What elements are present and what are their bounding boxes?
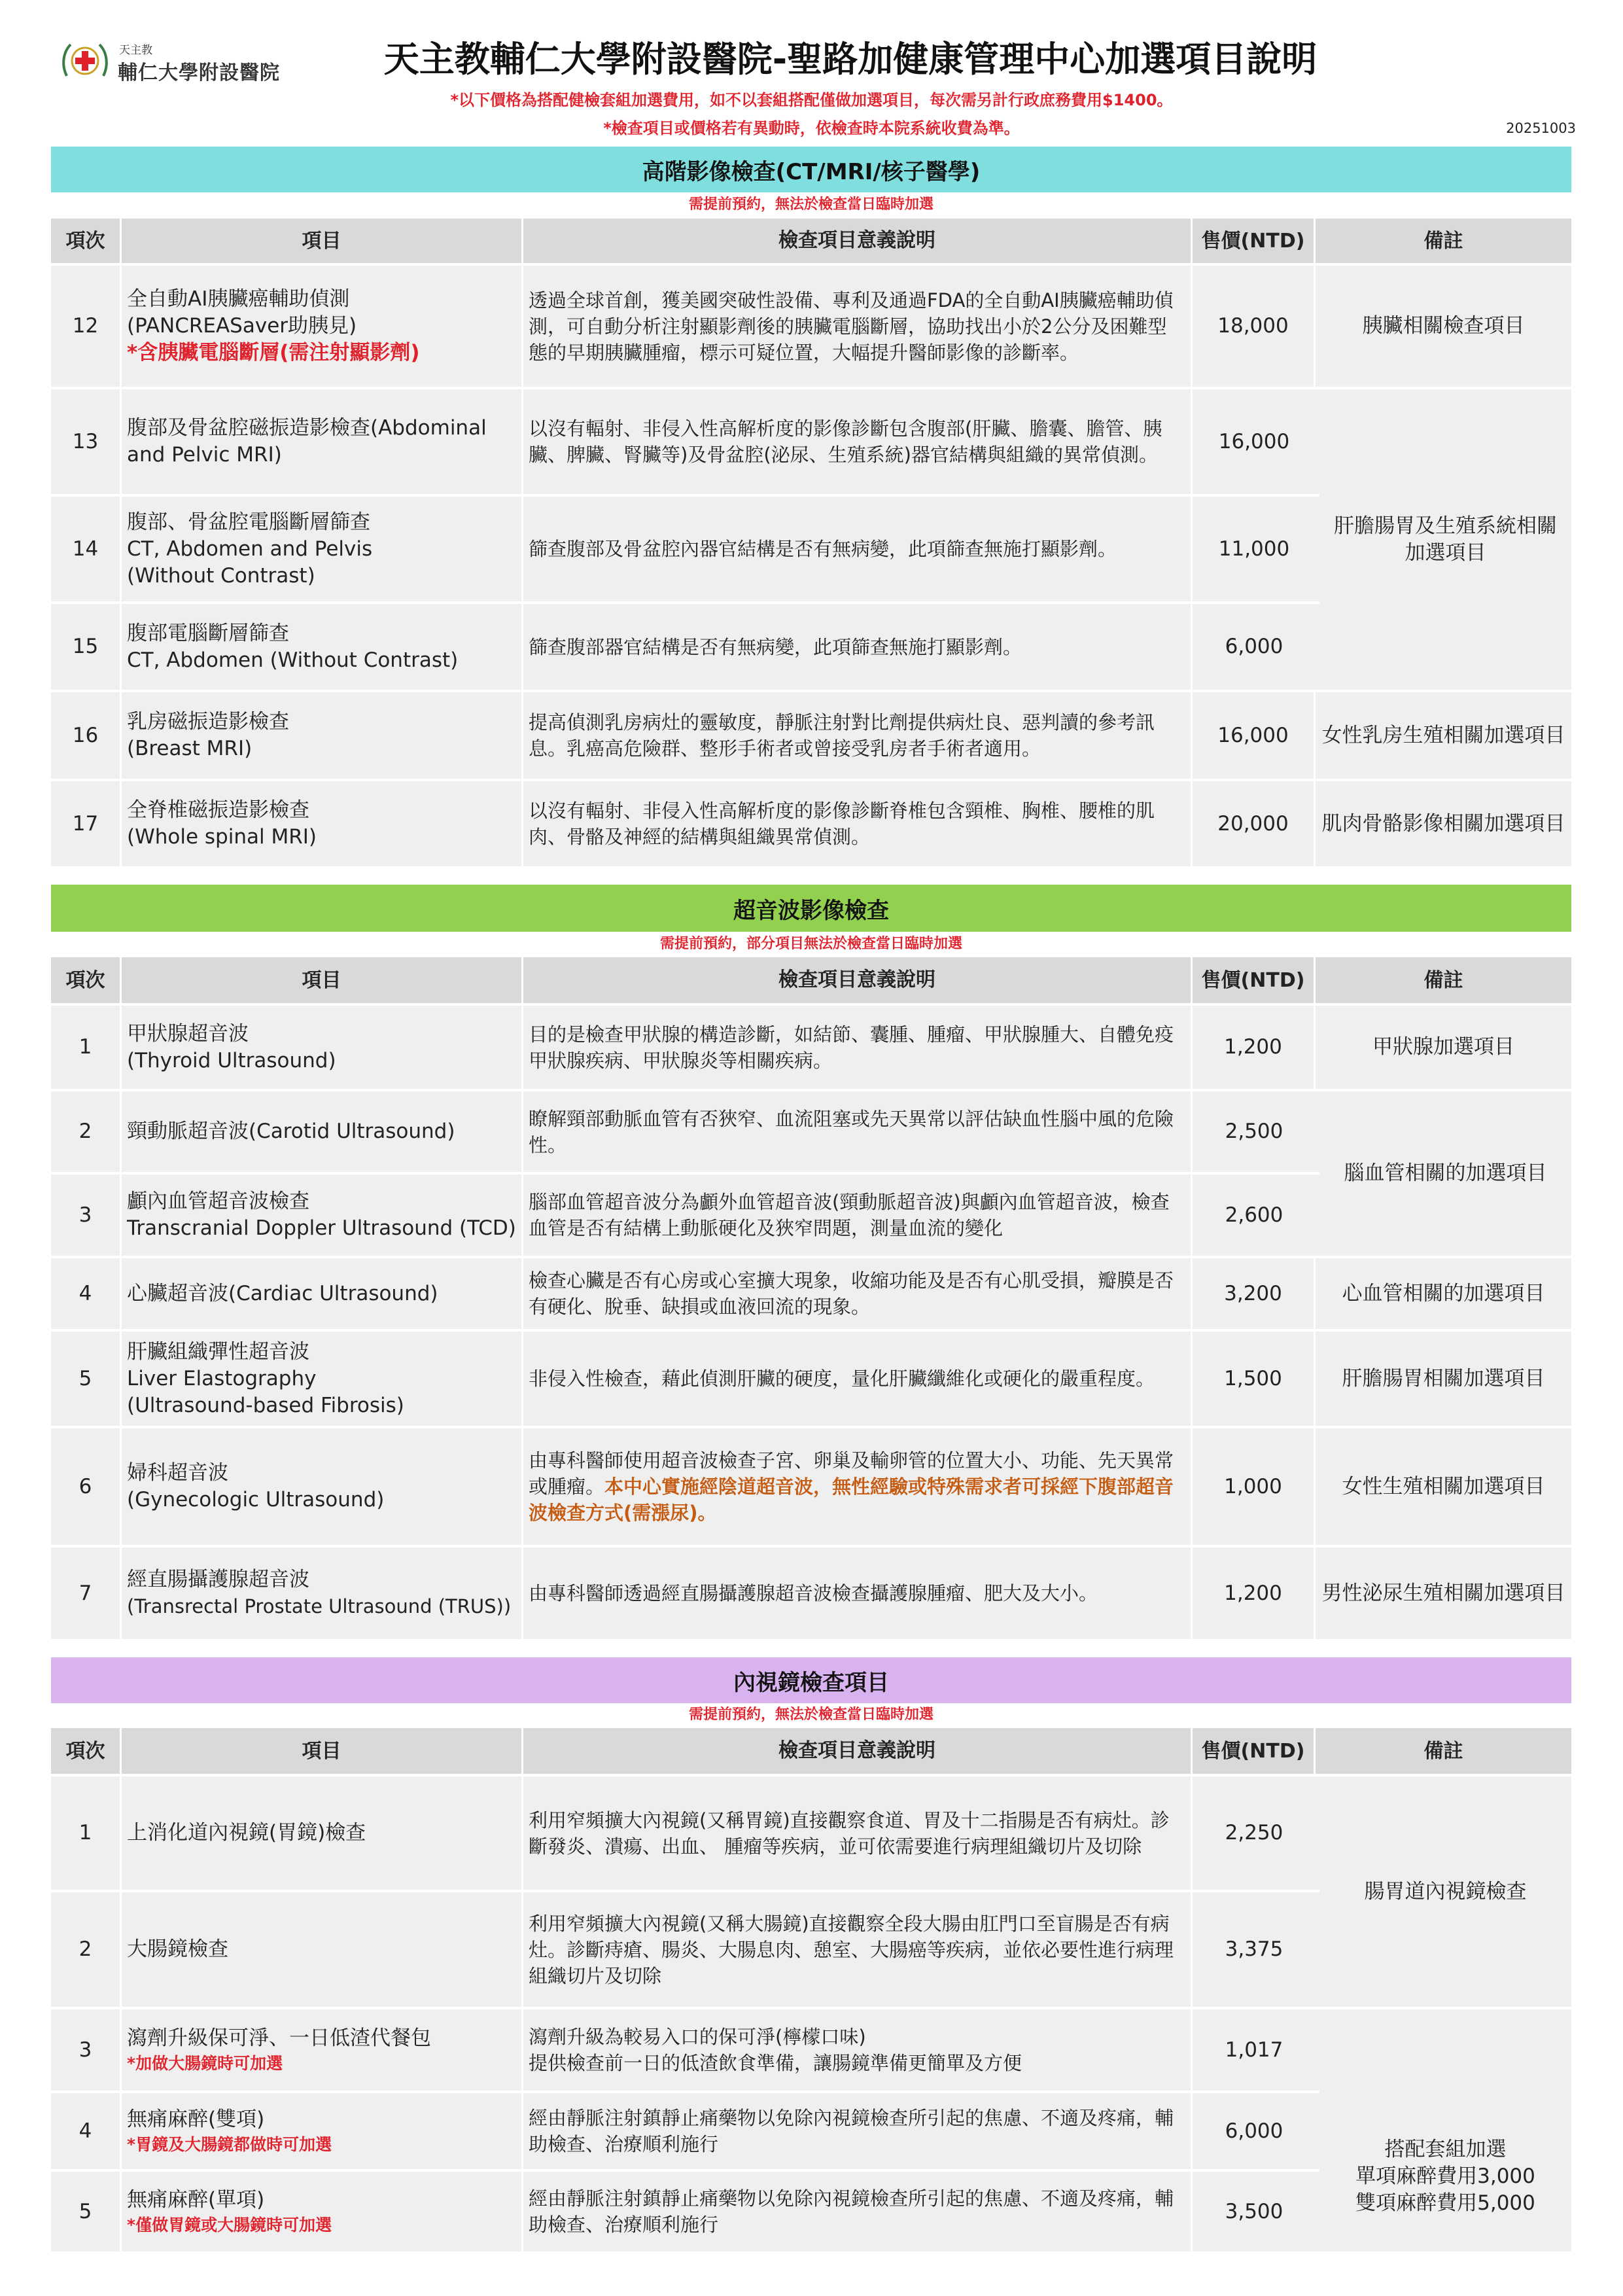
row-item: [122, 692, 523, 779]
row-item: [122, 604, 523, 690]
logo-hospital-name: 輔仁大學附設醫院: [118, 62, 280, 84]
item-line: CT, Abdomen and Pelvis: [127, 537, 373, 561]
item-line: (PANCREASaver助胰見): [127, 314, 357, 338]
item-line: 無痛麻醉(雙項): [127, 2107, 265, 2131]
table-row: [51, 1332, 1571, 1426]
row-remark: 女性乳房生殖相關加選項目: [1321, 723, 1565, 747]
row-item: [122, 2009, 523, 2091]
row-no: 4: [51, 2093, 122, 2169]
table-row: [51, 1258, 1571, 1329]
hospital-emblem-icon: [59, 39, 111, 82]
row-item: [122, 389, 523, 494]
section-note-ultrasound: 需提前預約，部分項目無法於檢查當日臨時加選: [659, 936, 962, 952]
row-desc: [523, 1428, 1193, 1545]
row-price: 1,500: [1193, 1332, 1316, 1426]
row-no: 14: [51, 497, 122, 601]
row-price: 18,000: [1193, 266, 1316, 387]
item-line: 無痛麻醉(單項): [127, 2187, 265, 2212]
row-price: 3,375: [1225, 1937, 1283, 1961]
table-row: [51, 781, 1571, 866]
row-remark: 女性生殖相關加選項目: [1342, 1474, 1545, 1498]
table-row: [51, 1547, 1571, 1639]
row-remark: 胰臟相關檢查項目: [1362, 314, 1525, 338]
desc-line: 瀉劑升級為較易入口的保可淨(檸檬口味): [529, 2026, 866, 2048]
merged-remark: 腦血管相關的加選項目: [1319, 1091, 1571, 1256]
col-header-no: 項次: [51, 1728, 122, 1774]
table-endoscopy: [51, 1728, 1571, 2252]
row-price: 6,000: [1225, 2119, 1283, 2143]
item-line: 婦科超音波: [127, 1461, 228, 1485]
row-remark: 肌肉骨骼影像相關加選項目: [1321, 811, 1565, 836]
item-line: 經直腸攝護腺超音波: [127, 1568, 309, 1591]
table-header-row: [51, 957, 1571, 1003]
table-ultrasound: [51, 957, 1571, 1639]
table-row: [51, 1006, 1571, 1089]
item-line: 腹部、骨盆腔電腦斷層篩查: [127, 510, 370, 534]
row-remark: 男性泌尿生殖相關加選項目: [1321, 1581, 1565, 1605]
table-header-row: [51, 1728, 1571, 1774]
merged-remark: 腸胃道內視鏡檢查: [1319, 1776, 1571, 2007]
col-header-desc: 檢查項目意義說明: [523, 219, 1193, 263]
row-no: 15: [51, 604, 122, 690]
section-title-endoscopy: 內視鏡檢查項目: [51, 1657, 1571, 1703]
row-price: 2,600: [1225, 1203, 1283, 1227]
row-price: 20,000: [1193, 781, 1316, 866]
desc-text: 由專科醫師使用超音波檢查子宮、卵巢及輸卵管的位置大小、功能、先天異常或腫瘤。: [529, 1449, 1174, 1498]
row-no: 2: [51, 1892, 122, 2007]
section-title-ultrasound: 超音波影像檢查: [51, 885, 1571, 932]
col-header-remark: 備註: [1423, 968, 1463, 992]
col-header-desc: 檢查項目意義說明: [523, 1728, 1193, 1774]
row-no: 6: [51, 1428, 122, 1545]
table-row: [51, 1428, 1571, 1545]
row-item: [122, 1006, 523, 1089]
row-desc: 經由靜脈注射鎮靜止痛藥物以免除內視鏡檢查所引起的焦慮、不適及疼痛，輔助檢查、治療順利施行: [523, 2093, 1193, 2169]
item-line: (Ultrasound-based Fibrosis): [127, 1393, 404, 1417]
item-line: Liver Elastography: [127, 1366, 317, 1390]
remark-line: 雙項麻醉費用5,000: [1355, 2191, 1535, 2215]
item-line: 腹部電腦斷層篩查: [127, 621, 289, 645]
section-note-imaging: 需提前預約，無法於檢查當日臨時加選: [688, 196, 934, 213]
item-line: 全脊椎磁振造影檢查: [127, 798, 309, 822]
item-note: *僅做胃鏡或大腸鏡時可加選: [127, 2215, 332, 2234]
desc-highlight: 本中心實施經陰道超音波，無性經驗或特殊需求者可採經下腹部超音波檢查方式(需漲尿)。: [529, 1475, 1174, 1524]
col-header-remark: 備註: [1423, 229, 1463, 253]
col-header-no: 項次: [51, 219, 122, 263]
row-remark: 心血管相關的加選項目: [1342, 1281, 1545, 1305]
row-desc: 非侵入性檢查，藉此偵測肝臟的硬度，量化肝臟纖維化或硬化的嚴重程度。: [523, 1332, 1193, 1426]
row-price: 3,500: [1225, 2199, 1283, 2223]
row-desc: 檢查心臟是否有心房或心室擴大現象，收縮功能及是否有心肌受損，瓣膜是否有硬化、脫垂、缺損或血液回流的現象。: [523, 1258, 1193, 1329]
remark-line: 搭配套組加選: [1384, 2137, 1507, 2161]
table-row: [51, 266, 1571, 387]
col-header-remark: 備註: [1423, 1739, 1463, 1763]
item-line: 肝臟組織彈性超音波: [127, 1339, 309, 1364]
row-item: 心臟超音波(Cardiac Ultrasound): [122, 1258, 523, 1329]
row-desc: 提高偵測乳房病灶的靈敏度，靜脈注射對比劑提供病灶良、惡判讀的參考訊息。乳癌高危險群、整形手術者或曾接受乳房者手術者適用。: [523, 692, 1193, 779]
document-date-code: 20251003: [1506, 120, 1576, 136]
table-imaging: [51, 219, 1571, 866]
item-note: *加做大腸鏡時可加選: [127, 2053, 283, 2073]
row-item: [122, 2093, 523, 2169]
item-line: 顱內血管超音波檢查: [127, 1190, 309, 1213]
row-item: [122, 497, 523, 601]
row-desc: 瞭解頸部動脈血管有否狹窄、血流阻塞或先天異常以評估缺血性腦中風的危險性。: [523, 1091, 1193, 1172]
hospital-logo: [59, 38, 281, 84]
row-no: 7: [51, 1547, 122, 1639]
row-price: 6,000: [1225, 635, 1283, 658]
table-row: [51, 692, 1571, 779]
row-price: 1,200: [1193, 1547, 1316, 1639]
row-desc: 篩查腹部器官結構是否有無病變，此項篩查無施打顯影劑。: [523, 604, 1193, 690]
remark-line: 單項麻醉費用3,000: [1355, 2164, 1535, 2188]
item-line: 乳房磁振造影檢查: [127, 710, 289, 733]
row-no: 1: [51, 1776, 122, 1890]
page-title: 天主教輔仁大學附設醫院-聖路加健康管理中心加選項目說明: [383, 39, 1318, 80]
row-item: 頸動脈超音波(Carotid Ultrasound): [122, 1091, 523, 1172]
row-no: 2: [51, 1091, 122, 1172]
row-item: 大腸鏡檢查: [122, 1892, 523, 2007]
change-notice: *檢查項目或價格若有異動時，依檢查時本院系統收費為準。: [603, 119, 1020, 137]
col-header-item: 項目: [122, 957, 523, 1003]
item-line: (Gynecologic Ultrasound): [127, 1488, 385, 1511]
row-no: 5: [51, 2172, 122, 2252]
section-title-imaging: 高階影像檢查(CT/MRI/核子醫學): [51, 147, 1571, 192]
desc-line: 提供檢查前一日的低渣飲食準備，讓腸鏡準備更簡單及方便: [529, 2052, 1022, 2074]
col-header-price: 售價(NTD): [1193, 219, 1316, 263]
col-header-price: 售價(NTD): [1193, 1728, 1316, 1774]
row-desc: 利用窄頻擴大內視鏡(又稱胃鏡)直接觀察食道、胃及十二指腸是否有病灶。診斷發炎、潰瘍、出血、 腫瘤等疾病，並可依需要進行病理組織切片及切除: [523, 1776, 1193, 1890]
row-price: 1,200: [1193, 1006, 1316, 1089]
row-price: 1,000: [1193, 1428, 1316, 1545]
row-price: 11,000: [1218, 537, 1290, 561]
item-line: (Thyroid Ultrasound): [127, 1048, 336, 1072]
row-remark: 肝膽腸胃相關加選項目: [1342, 1366, 1545, 1390]
row-no: 12: [51, 266, 122, 387]
row-no: 5: [51, 1332, 122, 1426]
col-header-desc: 檢查項目意義說明: [523, 957, 1193, 1003]
row-no: 16: [51, 692, 122, 779]
row-desc: 篩查腹部及骨盆腔內器官結構是否有無病變，此項篩查無施打顯影劑。: [523, 497, 1193, 601]
logo-caption: 天主教: [119, 44, 152, 57]
section-note-endoscopy: 需提前預約，無法於檢查當日臨時加選: [688, 1706, 934, 1723]
row-price: 2,500: [1225, 1120, 1283, 1143]
row-price: 16,000: [1193, 692, 1316, 779]
row-no: 17: [51, 781, 122, 866]
row-item: [122, 1547, 523, 1639]
col-header-price: 售價(NTD): [1193, 957, 1316, 1003]
item-note: *含胰臟電腦斷層(需注射顯影劑): [127, 341, 420, 364]
row-no: 3: [51, 1174, 122, 1256]
item-note: *胃鏡及大腸鏡都做時可加選: [127, 2134, 332, 2154]
row-item: 上消化道內視鏡(胃鏡)檢查: [122, 1776, 523, 1890]
item-line: (Whole spinal MRI): [127, 825, 317, 849]
item-line: (Breast MRI): [127, 737, 253, 760]
item-line: CT, Abdomen (Without Contrast): [127, 648, 459, 672]
item-line: and Pelvic MRI): [127, 443, 282, 467]
item-line: (Without Contrast): [127, 563, 315, 588]
row-item: [122, 2172, 523, 2252]
item-line: Transcranial Doppler Ultrasound (TCD): [127, 1216, 516, 1240]
row-desc: 由專科醫師透過經直腸攝護腺超音波檢查攝護腺腫瘤、肥大及大小。: [523, 1547, 1193, 1639]
row-desc: 腦部血管超音波分為顱外血管超音波(頸動脈超音波)與顱內血管超音波，檢查血管是否有結構上動脈硬化及狹窄問題，測量血流的變化: [523, 1174, 1193, 1256]
row-price: 2,250: [1225, 1821, 1283, 1845]
item-line: 腹部及骨盆腔磁振造影檢查(Abdominal: [127, 416, 487, 440]
row-desc: [523, 2009, 1193, 2091]
row-item: [122, 1174, 523, 1256]
row-no: 4: [51, 1258, 122, 1329]
item-line: 甲狀腺超音波: [127, 1021, 249, 1046]
row-desc: 目的是檢查甲狀腺的構造診斷，如結節、囊腫、腫瘤、甲狀腺腫大、自體免疫甲狀腺疾病、甲狀腺炎等相關疾病。: [523, 1006, 1193, 1089]
col-header-item: 項目: [122, 1728, 523, 1774]
row-no: 3: [51, 2009, 122, 2091]
table-header-row: [51, 219, 1571, 263]
col-header-item: 項目: [122, 219, 523, 263]
merged-remark: 肝膽腸胃及生殖系統相關加選項目: [1319, 389, 1571, 690]
row-desc: 經由靜脈注射鎮靜止痛藥物以免除內視鏡檢查所引起的焦慮、不適及疼痛，輔助檢查、治療順利施行: [523, 2172, 1193, 2252]
item-line: 全自動AI胰臟癌輔助偵測: [127, 287, 350, 311]
row-price: 3,200: [1193, 1258, 1316, 1329]
row-desc: 以沒有輻射、非侵入性高解析度的影像診斷包含腹部(肝臟、膽囊、膽管、胰臟、脾臟、腎臟等)及骨盆腔(泌尿、生殖系統)器官結構與組織的異常偵測。: [523, 389, 1193, 494]
price-notice: *以下價格為搭配健檢套組加選費用，如不以套組搭配僅做加選項目，每次需另計行政庶務費用$1400。: [450, 91, 1173, 109]
row-item: [122, 781, 523, 866]
row-no: 13: [51, 389, 122, 494]
row-no: 1: [51, 1006, 122, 1089]
row-remark: 甲狀腺加選項目: [1372, 1035, 1514, 1059]
col-header-no: 項次: [51, 957, 122, 1003]
merged-remark-anesthesia: [1319, 2009, 1571, 2252]
item-line: 瀉劑升級保可淨、一日低渣代餐包: [127, 2026, 431, 2050]
row-item: [122, 266, 523, 387]
row-desc: 透過全球首創，獲美國突破性設備、專利及通過FDA的全自動AI胰臟癌輔助偵測，可自動分析注射顯影劑後的胰臟電腦斷層，協助找出小於2公分及困難型態的早期胰臟腫瘤，標示可疑位置，大幅提升醫師影像的診斷率。: [523, 266, 1193, 387]
row-item: [122, 1428, 523, 1545]
row-item: [122, 1332, 523, 1426]
row-price: 1,017: [1225, 2038, 1283, 2062]
row-price: 16,000: [1218, 429, 1290, 453]
row-desc: 利用窄頻擴大內視鏡(又稱大腸鏡)直接觀察全段大腸由肛門口至盲腸是否有病灶。診斷痔瘡、腸炎、大腸息肉、憩室、大腸癌等疾病，並依必要性進行病理組織切片及切除: [523, 1892, 1193, 2007]
row-desc: 以沒有輻射、非侵入性高解析度的影像診斷脊椎包含頸椎、胸椎、腰椎的肌肉、骨骼及神經的結構與組織異常偵測。: [523, 781, 1193, 866]
item-line: (Transrectal Prostate Ultrasound (TRUS)): [127, 1595, 512, 1617]
